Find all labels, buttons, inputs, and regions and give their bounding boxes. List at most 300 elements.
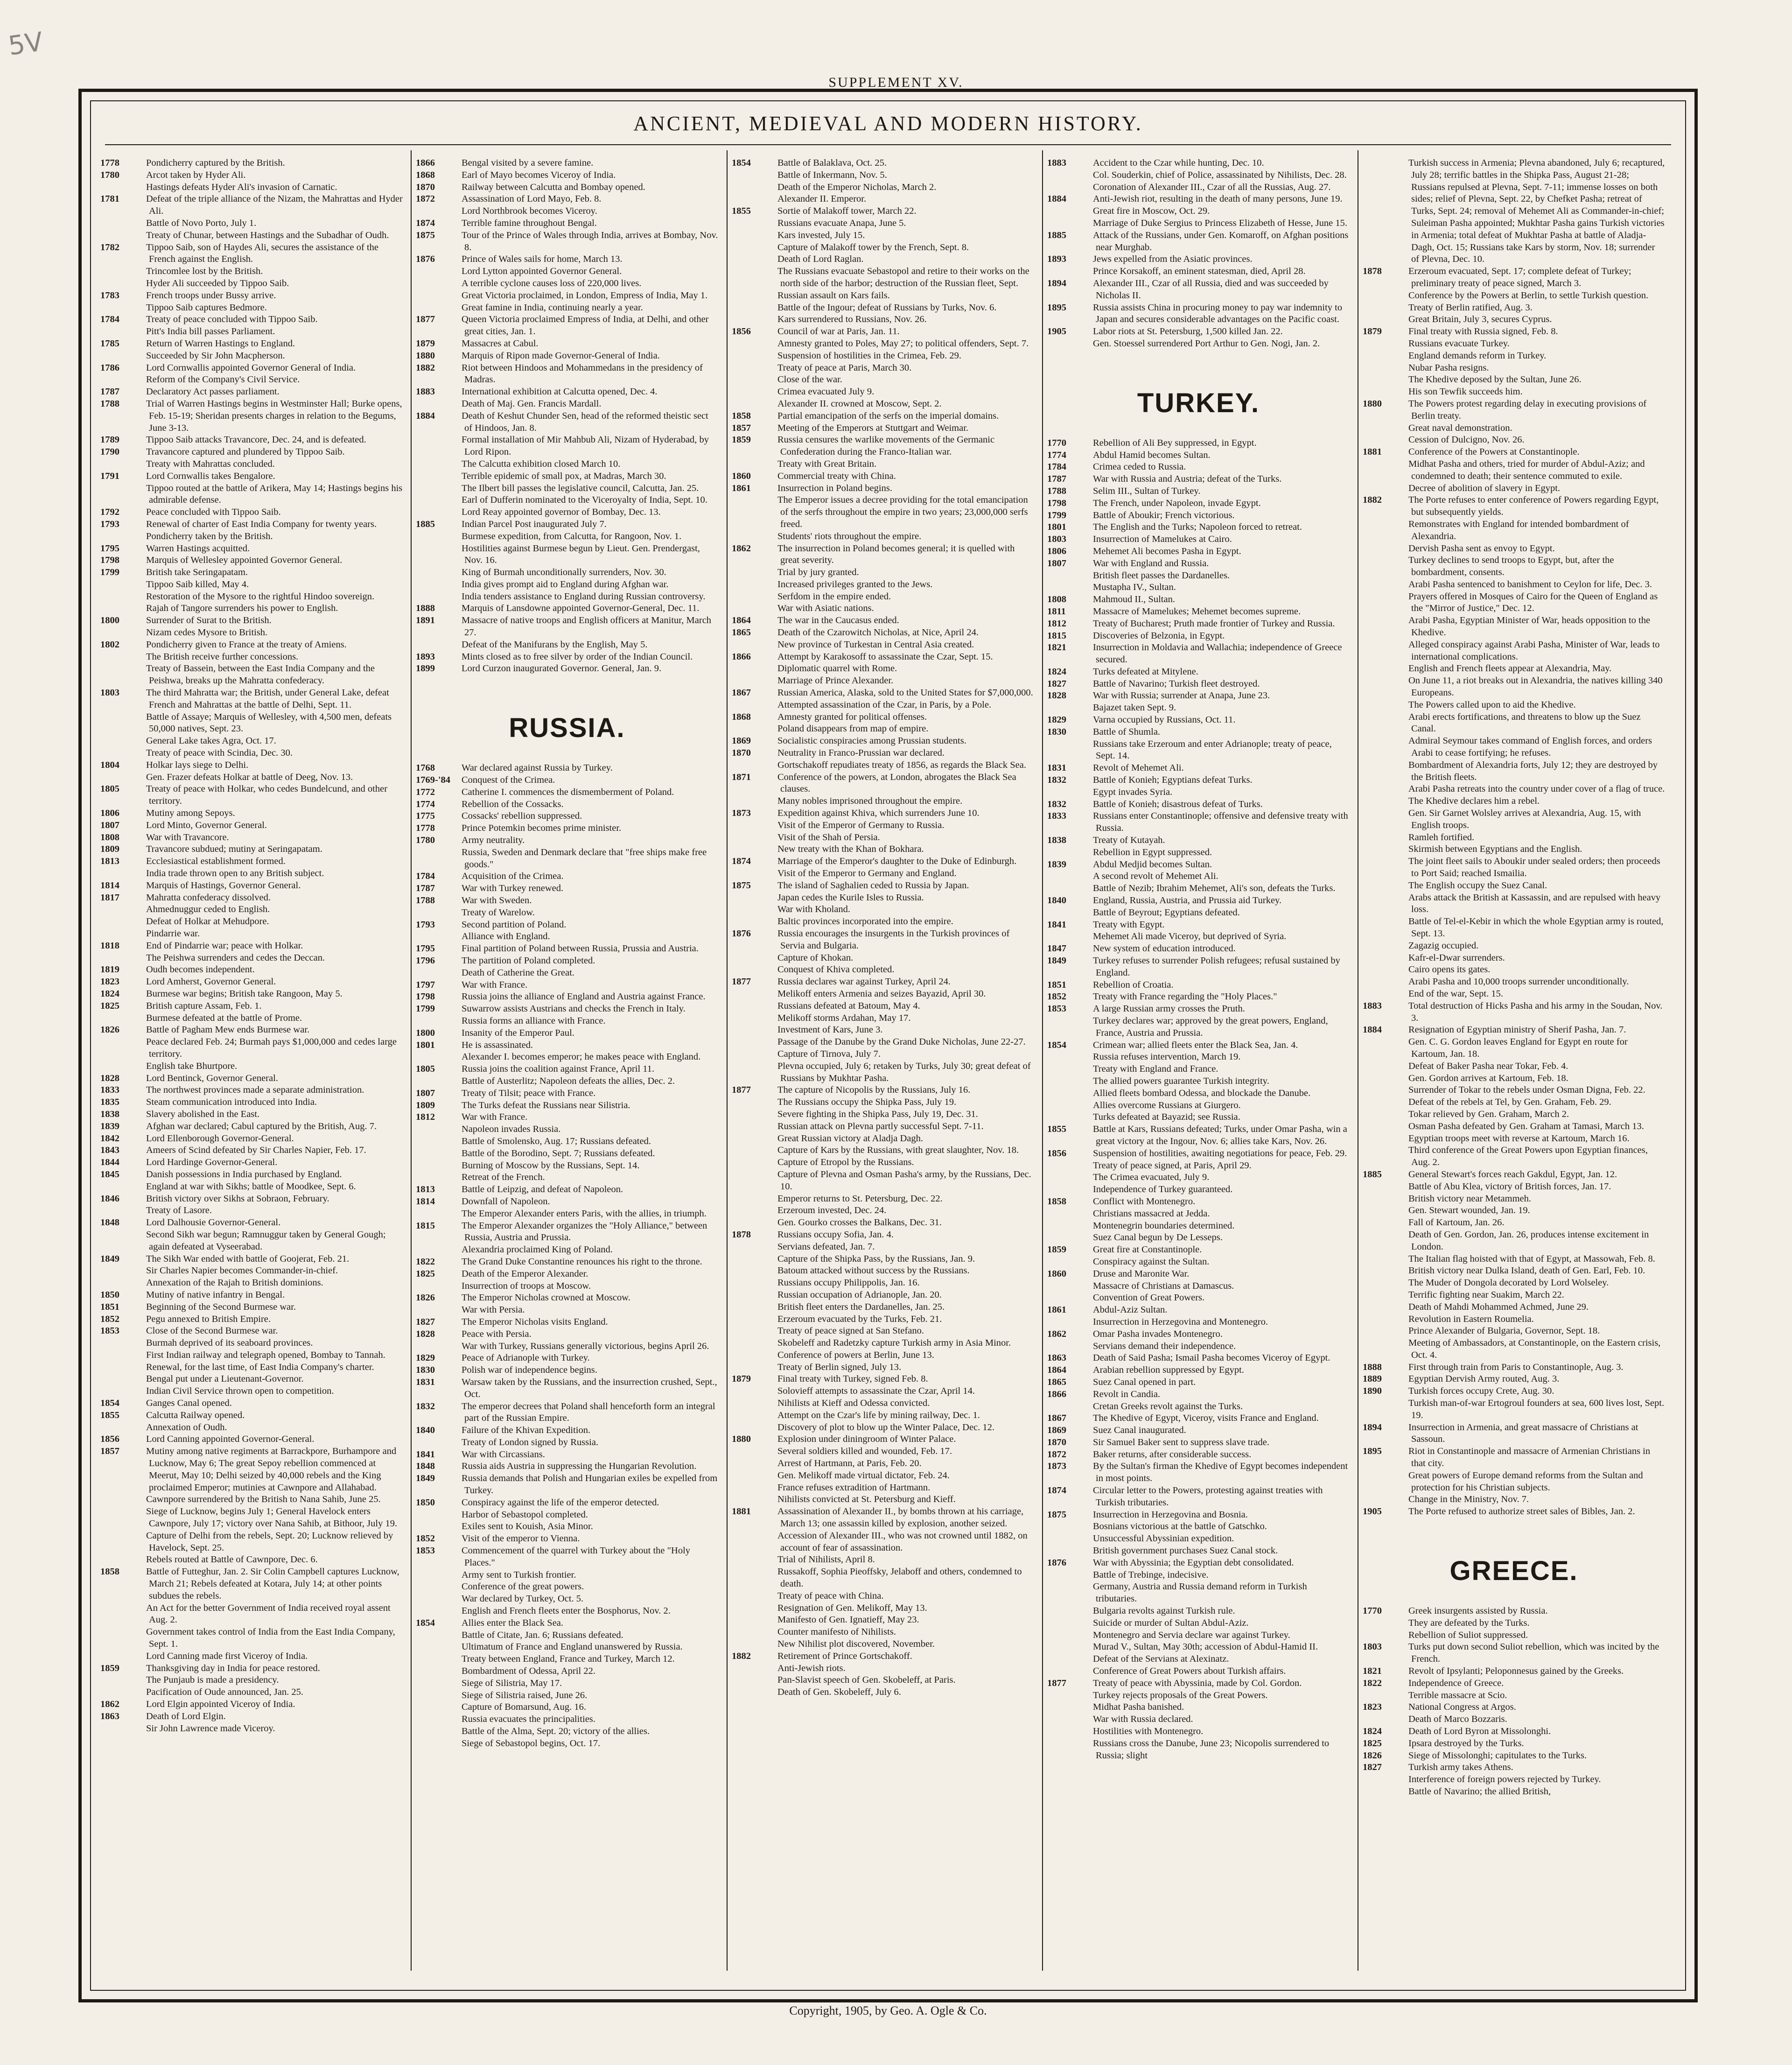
history-entry (1047, 895, 1350, 907)
entry-text: Erzeroum evacuated, Sept. 17; complete defeat of Turkey; preliminary treaty of peace signed, March 3. (1408, 266, 1631, 288)
history-entry (732, 1012, 1034, 1025)
history-entry (100, 1686, 403, 1699)
history-entry (1047, 1316, 1350, 1328)
history-entry (100, 278, 403, 290)
entry-year: 1781 (100, 194, 119, 204)
history-entry (416, 567, 718, 579)
history-entry (1363, 1229, 1665, 1253)
entry-year: 1856 (1047, 1148, 1066, 1159)
history-entry (416, 847, 718, 871)
entry-text: Battle of Beyrout; Egyptians defeated. (1093, 907, 1240, 918)
entry-text: Baker returns, after considerable success. (1093, 1449, 1252, 1460)
history-entry (1363, 1036, 1665, 1061)
entry-year: 1824 (1363, 1726, 1382, 1737)
history-entry (100, 1699, 403, 1711)
entry-year: 1841 (416, 1449, 435, 1460)
entry-year: 1876 (732, 928, 751, 939)
entry-year: 1850 (416, 1497, 435, 1508)
entry-text: The Khedive of Egypt, Viceroy, visits France and England. (1093, 1413, 1319, 1424)
history-entry (100, 398, 403, 434)
entry-year: 1893 (1047, 254, 1066, 265)
entry-text: Russia, Sweden and Denmark declare that "free ships make free goods." (462, 847, 707, 870)
entry-text: Succeeded by Sir John Macpherson. (146, 350, 285, 361)
entry-text: Nizam cedes Mysore to British. (146, 627, 268, 638)
entry-text: Nubar Pasha resigns. (1408, 362, 1489, 373)
history-entry (416, 615, 718, 639)
history-entry (100, 964, 403, 976)
entry-text: Lord Northbrook becomes Viceroy. (462, 206, 597, 217)
entry-text: India trade thrown open to any British subject. (146, 868, 324, 879)
history-entry (416, 1196, 718, 1208)
entry-text: Lord Amherst, Governor General. (146, 976, 276, 987)
history-entry (732, 651, 1034, 663)
history-entry (1047, 1437, 1350, 1449)
history-entry (100, 1109, 403, 1121)
history-entry (100, 639, 403, 651)
entry-text: Total destruction of Hicks Pasha and his army in the Soudan, Nov. 3. (1408, 1000, 1663, 1023)
history-entry (1047, 485, 1350, 498)
entry-text: Allies enter the Black Sea. (462, 1617, 564, 1628)
entry-text: Kars surrendered to Russians, Nov. 26. (777, 314, 927, 325)
entry-text: Tokar relieved by Gen. Graham, March 2. (1408, 1109, 1569, 1119)
entry-text: Attack of the Russians, under Gen. Komaroff, on Afghan positions near Murghab. (1093, 230, 1349, 253)
entry-text: Omar Pasha invades Montenegro. (1093, 1328, 1223, 1339)
history-entry (1363, 579, 1665, 591)
history-entry (416, 314, 718, 338)
entry-text: New treaty with the Khan of Bokhara. (777, 844, 924, 855)
history-entry (1363, 1289, 1665, 1301)
history-entry (100, 1410, 403, 1422)
history-entry (732, 1325, 1034, 1337)
history-entry (732, 410, 1034, 422)
entry-text: Turkey declares war; approved by the great powers, England, France, Austria and Prussia. (1093, 1016, 1328, 1038)
entry-year: 1862 (1047, 1328, 1066, 1339)
history-entry (1047, 1184, 1350, 1196)
entry-year: 1889 (1363, 1374, 1382, 1384)
history-entry (1047, 1412, 1350, 1425)
history-entry (100, 169, 403, 182)
history-entry (100, 386, 403, 398)
entry-year: 1869 (732, 736, 751, 746)
entry-year: 1857 (100, 1446, 119, 1457)
history-entry (416, 1449, 718, 1461)
entry-year: 1833 (1047, 811, 1066, 822)
entry-text: Thanksgiving day in India for peace restored. (146, 1663, 320, 1673)
entry-text: Massacre of native troops and English officers at Manitur, March 27. (462, 615, 712, 638)
entry-text: Rebels routed at Battle of Cawnpore, Dec. 6. (146, 1554, 318, 1565)
entry-text: Siege of Sebastopol begins, Oct. 17. (462, 1738, 601, 1749)
entry-text: English take Bhurtpore. (146, 1061, 238, 1071)
entry-text: Peace declared Feb. 24; Burmah pays $1,000,000 and cedes large territory. (146, 1037, 397, 1059)
history-entry (416, 1545, 718, 1569)
entry-year: 1809 (416, 1100, 435, 1110)
entry-year: 1873 (1047, 1461, 1066, 1472)
entry-year: 1894 (1363, 1422, 1382, 1433)
entry-year: 1853 (416, 1545, 435, 1556)
entry-text: Arabian rebellion suppressed by Egypt. (1093, 1365, 1244, 1376)
history-entry (100, 230, 403, 242)
entry-text: India gives prompt aid to England during Afghan war. (462, 579, 669, 590)
entry-text: England demands reform in Turkey. (1408, 350, 1547, 361)
entry-text: Treaty of peace at Paris, March 30. (777, 362, 912, 373)
entry-text: Suwarrow assists Austrians and checks the French in Italy. (462, 1004, 686, 1014)
entry-text: Third conference of the Great Powers upon Egyptian finances, Aug. 2. (1408, 1145, 1648, 1168)
history-entry (416, 494, 718, 506)
entry-text: The joint fleet sails to Aboukir under sealed orders; then proceeds to Port Said; reached Ismailia. (1408, 856, 1660, 879)
entry-text: Attempt by Karakosoff to assassinate the Czar, Sept. 15. (777, 651, 993, 662)
entry-text: Commercial treaty with China. (777, 471, 896, 481)
history-entry (416, 955, 718, 967)
entry-text: Selim III., Sultan of Turkey. (1093, 485, 1201, 496)
entry-year: 1888 (416, 603, 435, 614)
entry-text: Battle at Kars, Russians defeated; Turks, under Omar Pasha, win a great victory at the Ingour, Nov. 6; allies take Kars, Nov. 26. (1093, 1124, 1347, 1146)
entry-text: Mahratta confederacy dissolved. (146, 892, 271, 903)
entry-text: Close of the war. (777, 374, 842, 385)
history-entry (1047, 169, 1350, 182)
history-entry (1363, 1061, 1665, 1073)
entry-year: 1791 (100, 471, 119, 481)
history-entry (732, 1048, 1034, 1061)
history-entry (416, 871, 718, 883)
history-entry (100, 266, 403, 278)
history-entry (1047, 1557, 1350, 1569)
history-entry (416, 1581, 718, 1593)
history-entry (1047, 1630, 1350, 1642)
entry-year: 1780 (100, 169, 119, 180)
history-entry (1047, 883, 1350, 895)
entry-text: Russia joins the alliance of England and Austria against France. (462, 991, 706, 1002)
entry-text: The Turks defeat the Russians near Silistria. (462, 1100, 630, 1110)
entry-text: Retirement of Prince Gortschakoff. (777, 1651, 912, 1661)
entry-text: A second revolt of Mehemet Ali. (1093, 871, 1218, 882)
entry-text: Arcot taken by Hyder Ali. (146, 169, 246, 180)
entry-text: Erzeroum evacuated by the Turks, Feb. 21. (777, 1313, 942, 1324)
entry-text: Second Sikh war begun; Ramnuggur taken by General Gough; again defeated at Vyseerabad. (146, 1229, 386, 1252)
history-entry (1363, 964, 1665, 976)
history-entry (732, 182, 1034, 194)
history-entry (1047, 461, 1350, 473)
history-entry (100, 362, 403, 374)
entry-year: 1856 (732, 326, 751, 337)
entry-text: Emperor returns to St. Petersburg, Dec. 22. (777, 1193, 943, 1204)
history-entry (100, 747, 403, 759)
history-entry (732, 314, 1034, 326)
entry-text: Earl of Mayo becomes Viceroy of India. (462, 169, 616, 180)
entry-text: The English and the Turks; Napoleon forced to retreat. (1093, 522, 1302, 533)
history-entry (416, 1377, 718, 1401)
entry-year: 1860 (1047, 1268, 1066, 1279)
history-entry (1363, 494, 1665, 519)
entry-text: First through train from Paris to Constantinople, Aug. 3. (1408, 1362, 1624, 1372)
history-entry (1047, 714, 1350, 726)
history-entry (100, 1073, 403, 1085)
history-entry (732, 1614, 1034, 1626)
entry-text: Amnesty granted to Poles, May 27; to political offenders, Sept. 7. (777, 338, 1029, 349)
history-entry (732, 374, 1034, 386)
history-entry (732, 772, 1034, 796)
history-entry (1363, 1205, 1665, 1217)
entry-text: Treaty with Egypt. (1093, 919, 1165, 930)
entry-year: 1894 (1047, 278, 1066, 288)
history-entry (1047, 1521, 1350, 1533)
entry-text: Many nobles imprisoned throughout the empire. (777, 796, 963, 807)
entry-text: Danish possessions in India purchased by England. (146, 1169, 342, 1180)
history-entry (732, 711, 1034, 723)
history-entry (1363, 266, 1665, 290)
entry-year: 1872 (1047, 1449, 1066, 1460)
entry-year: 1868 (416, 169, 435, 180)
entry-text: The Emperor Alexander organizes the "Holy Alliance," between Russia, Austria and Prussia. (462, 1220, 707, 1243)
history-entry (732, 1554, 1034, 1566)
entry-text: The insurrection in Poland becomes general; it is quelled with great severity. (777, 543, 1015, 566)
entry-text: Bulgaria revolts against Turkish rule. (1093, 1606, 1235, 1616)
entry-year: 1848 (416, 1461, 435, 1472)
entry-text: Capture of the Shipka Pass, by the Russians, Jan. 9. (777, 1253, 975, 1264)
entry-text: Afghan war declared; Cabul captured by the British, Aug. 7. (146, 1121, 377, 1131)
entry-text: Anti-Jewish riots. (777, 1663, 846, 1673)
history-entry (732, 1458, 1034, 1470)
entry-text: Capture of Plevna and Osman Pasha's army, by the Russians, Dec. 10. (777, 1169, 1031, 1192)
entry-year: 1859 (1047, 1244, 1066, 1255)
history-entry (416, 1521, 718, 1533)
history-entry (100, 483, 403, 507)
history-entry (100, 820, 403, 832)
entry-text: Downfall of Napoleon. (462, 1196, 550, 1207)
entry-text: Turkey declines to send troops to Egypt, but, after the bombardment, consents. (1408, 555, 1614, 578)
entry-text: Siege of Silistria raised, June 26. (462, 1690, 588, 1700)
history-entry (732, 1205, 1034, 1217)
history-entry (1047, 991, 1350, 1003)
entry-year: 1784 (416, 871, 435, 882)
entry-text: Gen. Sir Garnet Wolsley arrives at Alexandria, Aug. 15, with English troops. (1408, 808, 1641, 830)
entry-text: The Khedive deposed by the Sultan, June 26. (1408, 374, 1582, 385)
history-entry (416, 1316, 718, 1328)
history-entry (732, 169, 1034, 182)
entry-text: Capture of Tirnova, July 7. (777, 1048, 881, 1059)
entry-text: Conquest of the Crimea. (462, 775, 555, 786)
history-entry (100, 1506, 403, 1530)
entry-text: Poland disappears from map of empire. (777, 723, 929, 734)
history-entry (732, 1036, 1034, 1048)
history-entry (1047, 1701, 1350, 1714)
entry-text: Trial by jury granted. (777, 567, 859, 578)
entry-text: Erzeroum invested, Dec. 24. (777, 1205, 887, 1216)
history-entry (732, 193, 1034, 205)
history-entry (1047, 931, 1350, 943)
history-entry (1363, 1726, 1665, 1738)
entry-text: Prince Alexander of Bulgaria, Governor, Sept. 18. (1408, 1326, 1600, 1336)
entry-text: New system of education introduced. (1093, 943, 1236, 954)
entry-text: An Act for the better Government of India received royal assent Aug. 2. (146, 1602, 391, 1625)
entry-text: Russians occupy Sofia, Jan. 4. (777, 1229, 894, 1240)
entry-year: 1884 (1363, 1025, 1382, 1035)
entry-text: Lord Curzon inaugurated Governor. General, Jan. 9. (462, 663, 662, 674)
entry-text: War with Circassians. (462, 1449, 545, 1460)
history-entry (1047, 943, 1350, 955)
entry-text: Massacres at Cabul. (462, 338, 539, 349)
history-entry (416, 1172, 718, 1184)
entry-text: Rebellion of Suliot suppressed. (1408, 1630, 1528, 1640)
history-entry (1047, 1003, 1350, 1015)
entry-year: 1838 (100, 1109, 119, 1119)
entry-year: 1843 (100, 1145, 119, 1156)
entry-text: Reform of the Company's Civil Service. (146, 374, 300, 385)
entry-text: Several soldiers killed and wounded, Feb. 17. (777, 1446, 952, 1457)
entry-text: Surrender of Tokar to the rebels under Osman Digna, Feb. 22. (1408, 1085, 1645, 1096)
history-entry (732, 157, 1034, 169)
entry-text: Peace concluded with Tippoo Saib. (146, 507, 281, 518)
entry-year: 1813 (416, 1184, 435, 1195)
entry-text: Sir John Lawrence made Viceroy. (146, 1723, 275, 1734)
history-entry (100, 182, 403, 194)
entry-text: Defeat of the Servians at Alexinatz. (1093, 1654, 1229, 1665)
history-entry (732, 747, 1034, 759)
entry-text: Hastings defeats Hyder Ali's invasion of Carnatic. (146, 182, 337, 192)
entry-year: 1870 (732, 748, 751, 759)
entry-text: Lord Lytton appointed Governor General. (462, 266, 622, 277)
entry-year: 1826 (416, 1292, 435, 1303)
history-entry (1047, 1605, 1350, 1617)
entry-text: Increased privileges granted to the Jews. (777, 579, 933, 590)
entry-year: 1823 (1363, 1702, 1382, 1713)
history-entry (1363, 374, 1665, 386)
history-entry (1047, 1389, 1350, 1401)
entry-text: Bengal put under a Lieutenant-Governor. (146, 1374, 304, 1384)
entry-text: The allied powers guarantee Turkish integrity. (1093, 1075, 1269, 1086)
history-entry (732, 627, 1034, 639)
history-entry (1047, 762, 1350, 774)
entry-text: Cretan Greeks revolt against the Turks. (1093, 1401, 1243, 1412)
entry-text: Pacification of Oude announced, Jan. 25. (146, 1687, 304, 1698)
entry-text: Suez Canal opened in part. (1093, 1377, 1196, 1387)
entry-text: Riot in Constantinople and massacre of Armenian Christians in that city. (1408, 1446, 1651, 1469)
entry-text: Battle of the Alma, Sept. 20; victory of the allies. (462, 1726, 650, 1737)
history-entry (100, 1277, 403, 1289)
entry-text: Cawnpore surrendered by the British to Nana Sahib, June 25. (146, 1494, 381, 1505)
entry-text: Battle of Futteghur, Jan. 2. Sir Colin Campbell captures Lucknow, March 21; Rebels defeated at Kotara, July 14; at other points subdues the rebels. (146, 1566, 399, 1601)
entry-text: Battle of Tel-el-Kebir in which the whole Egyptian army is routed, Sept. 13. (1408, 916, 1664, 939)
entry-text: Gen. C. G. Gordon leaves England for Egypt en route for Kartoum, Jan. 18. (1408, 1037, 1628, 1059)
entry-text: Suez Canal inaugurated. (1093, 1425, 1186, 1436)
history-entry (732, 1446, 1034, 1458)
entry-text: Murad V., Sultan, May 30th; accession of Abdul-Hamid II. (1093, 1642, 1318, 1652)
entry-text: Conflict with Montenegro. (1093, 1196, 1196, 1207)
entry-text: Army sent to Turkish frontier. (462, 1569, 576, 1580)
history-entry (732, 1265, 1034, 1277)
history-entry (416, 434, 718, 458)
history-entry (100, 1096, 403, 1109)
history-entry (1047, 1148, 1350, 1160)
history-entry (100, 1169, 403, 1181)
history-entry (416, 1630, 718, 1642)
entry-year: 1873 (732, 808, 751, 819)
history-entry (732, 928, 1034, 952)
entry-text: Marquis of Lansdowne appointed Governor-General, Dec. 11. (462, 603, 700, 614)
history-entry (1047, 774, 1350, 787)
entry-year: 1808 (100, 832, 119, 843)
entry-year: 1819 (100, 964, 119, 975)
history-entry (732, 350, 1034, 362)
history-entry (1363, 699, 1665, 711)
history-entry (732, 218, 1034, 230)
entry-text: Allies overcome Russians at Giurgero. (1093, 1100, 1241, 1110)
history-entry (1363, 302, 1665, 314)
history-entry (732, 1651, 1034, 1663)
history-entry (100, 1061, 403, 1073)
entry-year: 1879 (1363, 326, 1382, 337)
entry-year: 1798 (1047, 498, 1066, 508)
history-entry (100, 687, 403, 711)
entry-year: 1874 (732, 856, 751, 867)
entry-text: Conference of the great powers. (462, 1581, 584, 1592)
history-entry (416, 591, 718, 603)
history-entry (416, 506, 718, 519)
entry-year: 1871 (732, 772, 751, 782)
history-entry (1047, 1208, 1350, 1220)
history-entry (416, 1678, 718, 1690)
entry-text: Resignation of Egyptian ministry of Sherif Pasha, Jan. 7. (1408, 1025, 1626, 1035)
history-entry (732, 615, 1034, 627)
entry-text: Death of the Emperor Alexander. (462, 1268, 588, 1279)
history-entry (1047, 473, 1350, 485)
history-entry (1047, 437, 1350, 450)
history-entry (1363, 808, 1665, 832)
entry-text: Treaty of Warelow. (462, 907, 535, 918)
entry-text: Turkish forces occupy Crete, Aug. 30. (1408, 1386, 1554, 1397)
entry-text: Gen. Melikoff made virtual dictator, Feb. 24. (777, 1470, 950, 1481)
history-entry (416, 543, 718, 567)
entry-year: 1824 (1047, 666, 1066, 677)
history-entry (1363, 350, 1665, 362)
entry-text: War with Travancore. (146, 832, 229, 843)
entry-text: Lord Cornwallis appointed Governor General of India. (146, 362, 356, 373)
entry-text: Defeat of the triple alliance of the Nizam, the Mahrattas and Hyder Ali. (146, 194, 403, 217)
entry-text: The Powers called upon to aid the Khedive. (1408, 699, 1576, 710)
history-entry (1047, 1063, 1350, 1075)
entry-year: 1804 (100, 759, 119, 770)
entry-year: 1801 (1047, 522, 1066, 533)
history-entry (100, 988, 403, 1000)
entry-text: Christians massacred at Jedda. (1093, 1208, 1210, 1219)
history-entry (1047, 1051, 1350, 1063)
entry-text: Druse and Maronite War. (1093, 1268, 1190, 1279)
entry-year: 1858 (732, 410, 751, 421)
entry-text: Turkey rejects proposals of the Great Powers. (1093, 1690, 1268, 1700)
entry-text: The Porte refuses to enter conference of Powers regarding Egypt, but subsequently yields. (1408, 495, 1659, 518)
history-entry (1363, 157, 1665, 266)
entry-text: Capture of Malakoff tower by the French, Sept. 8. (777, 242, 969, 253)
history-entry (100, 1373, 403, 1385)
entry-text: On June 11, a riot breaks out in Alexandria, the natives killing 340 Europeans. (1408, 675, 1663, 698)
entry-year: 1844 (100, 1157, 119, 1168)
history-entry (1047, 919, 1350, 931)
entry-text: Prince of Wales sails for home, March 13. (462, 254, 623, 265)
entry-year: 1849 (1047, 955, 1066, 966)
entry-year: 1803 (100, 688, 119, 698)
history-entry (1047, 1449, 1350, 1461)
entry-year: 1832 (1047, 775, 1066, 786)
entry-text: Exiles sent to Kouish, Asia Minor. (462, 1521, 593, 1532)
entry-text: Nihilists at Kieff and Odessa convicted. (777, 1398, 930, 1409)
history-entry (732, 1061, 1034, 1085)
entry-text: Renewal of charter of East India Company for twenty years. (146, 519, 377, 529)
history-entry (732, 988, 1034, 1000)
entry-text: Renewal, for the last time, of East India Company's charter. (146, 1362, 374, 1372)
entry-text: Turks defeated at Bayazid; see Russia. (1093, 1112, 1240, 1123)
history-entry (416, 1328, 718, 1341)
history-entry (1047, 1341, 1350, 1353)
entry-text: Massacre of Christians at Damascus. (1093, 1280, 1234, 1291)
